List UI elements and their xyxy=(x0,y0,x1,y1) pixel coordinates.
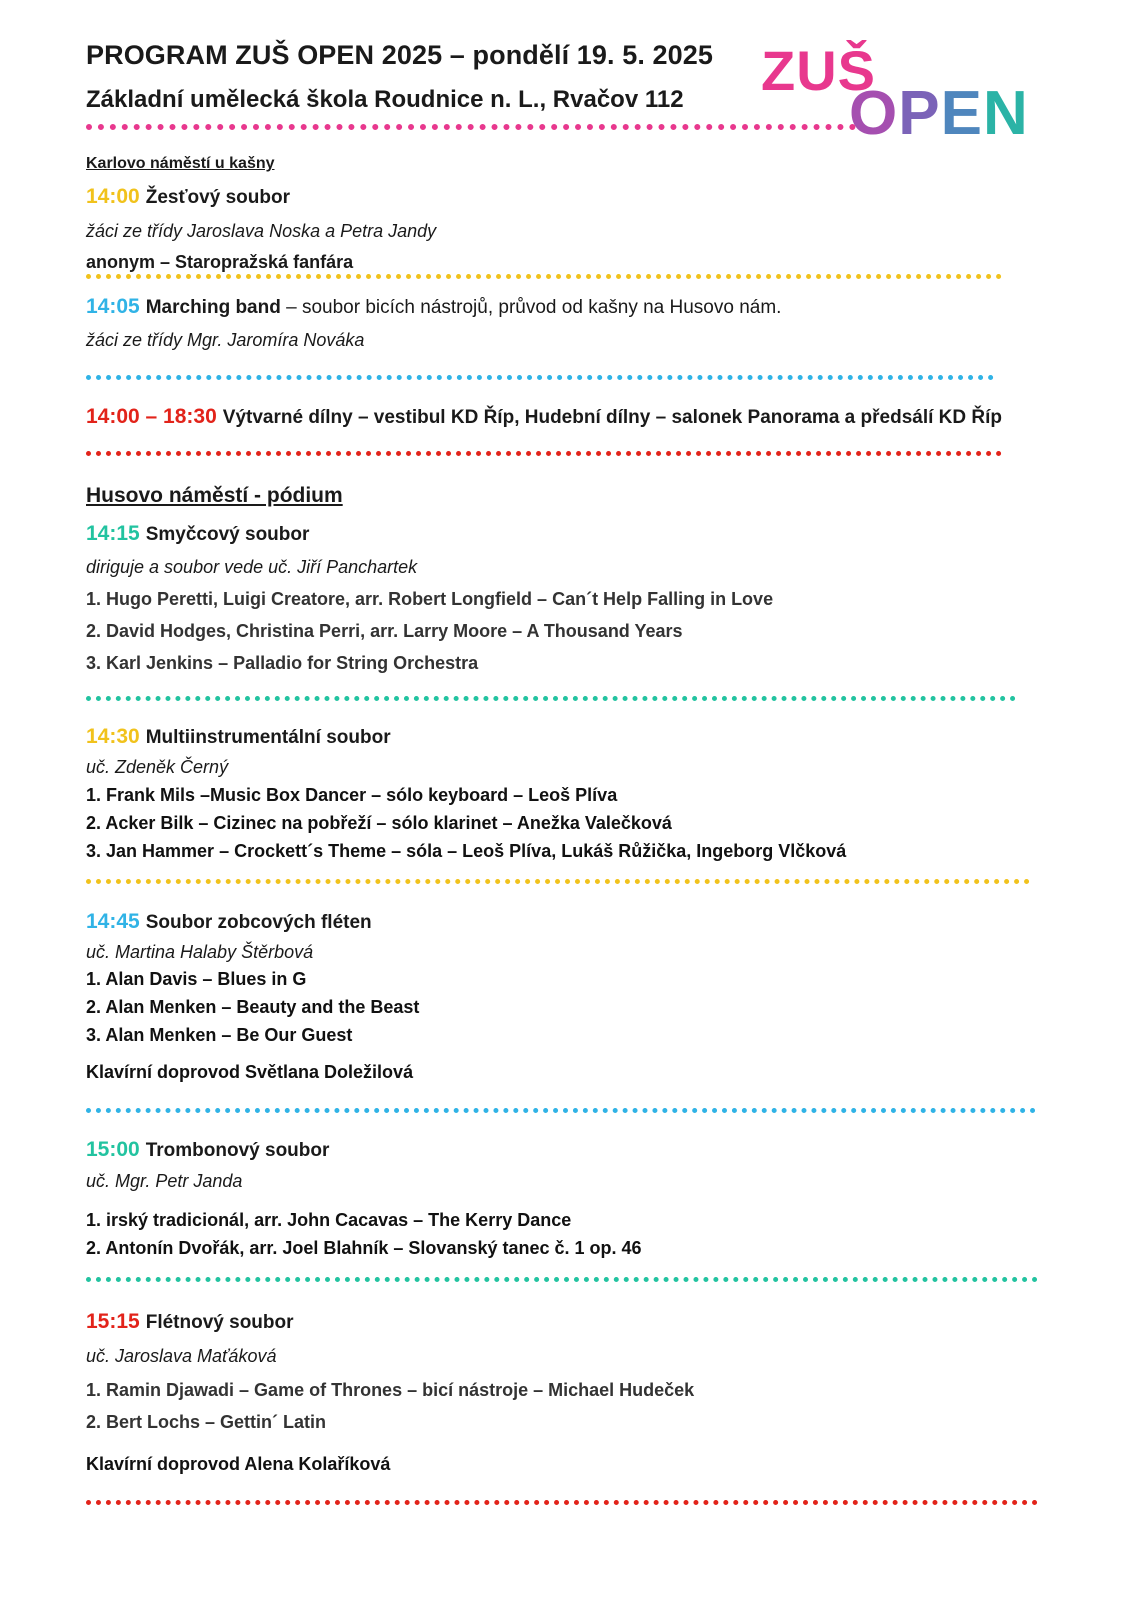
event-zestovy xyxy=(86,185,290,209)
divider-yellow xyxy=(86,879,1030,884)
event-time: 14:15 xyxy=(86,522,140,545)
page-title: PROGRAM ZUŠ OPEN 2025 – pondělí 19. 5. 2025 xyxy=(86,40,714,70)
event-teachers: žáci ze třídy Jaroslava Noska a Petra Jandy xyxy=(86,221,437,241)
divider-green xyxy=(86,1277,1038,1282)
divider-blue xyxy=(86,1108,1036,1113)
program-item: 1. irský tradicionál, arr. John Cacavas – The Kerry Dance xyxy=(86,1210,572,1230)
event-teacher: uč. Zdeněk Černý xyxy=(86,757,229,777)
event-name: Soubor zobcových fléten xyxy=(145,912,372,933)
event-fletnovy xyxy=(86,1310,294,1334)
event-smyccovy xyxy=(86,522,309,546)
event-teacher: uč. Martina Halaby Štěrbová xyxy=(86,942,314,962)
divider-blue xyxy=(86,375,994,380)
event-trombon xyxy=(86,1138,329,1162)
divider-red xyxy=(86,451,1002,456)
program-item: 3. Alan Menken – Be Our Guest xyxy=(86,1025,353,1045)
event-marching-band xyxy=(86,295,781,319)
program-item: 2. Antonín Dvořák, arr. Joel Blahník – Slovanský tanec č. 1 op. 46 xyxy=(86,1238,642,1258)
program-item: 1. Frank Mils –Music Box Dancer – sólo keyboard – Leoš Plíva xyxy=(86,785,618,805)
event-teacher: diriguje a soubor vede uč. Jiří Panchartek xyxy=(86,557,418,577)
program-item: 2. Bert Lochs – Gettin´ Latin xyxy=(86,1412,327,1432)
event-name: Smyčcový soubor xyxy=(145,524,310,545)
program-item: 3. Karl Jenkins – Palladio for String Orchestra xyxy=(86,653,479,673)
event-desc: Výtvarné dílny – vestibul KD Říp, Hudební dílny – salonek Panorama a předsálí KD Říp xyxy=(222,407,1002,428)
logo-text-zus: ZUŠ xyxy=(761,39,876,102)
event-time: 14:05 xyxy=(86,295,140,318)
event-name: Multiinstrumentální soubor xyxy=(145,727,391,748)
event-time: 14:00 xyxy=(86,185,140,208)
program-item: 1. Alan Davis – Blues in G xyxy=(86,969,307,989)
event-name: Žesťový soubor xyxy=(145,187,290,208)
divider-yellow xyxy=(86,274,1002,279)
event-fleten xyxy=(86,910,372,934)
event-dilny xyxy=(86,405,1002,429)
event-time: 15:00 xyxy=(86,1138,140,1161)
program-item: 2. Alan Menken – Beauty and the Beast xyxy=(86,997,420,1017)
program-item: 3. Jan Hammer – Crockett´s Theme – sóla – Leoš Plíva, Lukáš Růžička, Ingeborg Vlčková xyxy=(86,841,847,861)
program-item: 1. Hugo Peretti, Luigi Creatore, arr. Robert Longfield – Can´t Help Falling in Love xyxy=(86,589,774,609)
event-time: 14:00 – 18:30 xyxy=(86,405,217,428)
event-time: 14:30 xyxy=(86,725,140,748)
program-item: 2. Acker Bilk – Cizinec na pobřeží – sólo klarinet – Anežka Valečková xyxy=(86,813,672,833)
accompaniment: Klavírní doprovod Alena Kolaříková xyxy=(86,1454,391,1474)
event-desc: – soubor bicích nástrojů, průvod od kašny na Husovo nám. xyxy=(280,297,782,318)
event-piece: anonym – Staropražská fanfára xyxy=(86,252,354,272)
location-husovo: Husovo náměstí - pódium xyxy=(86,484,343,507)
divider-green xyxy=(86,696,1016,701)
location-karlovo: Karlovo náměstí u kašny xyxy=(86,155,275,172)
accompaniment: Klavírní doprovod Světlana Doležilová xyxy=(86,1062,414,1082)
school-subtitle: Základní umělecká škola Roudnice n. L., Rvačov 112 xyxy=(86,86,684,113)
event-name: Trombonový soubor xyxy=(145,1140,330,1161)
event-time: 14:45 xyxy=(86,910,140,933)
event-teacher: uč. Jaroslava Maťáková xyxy=(86,1346,277,1366)
event-teachers: žáci ze třídy Mgr. Jaromíra Nováka xyxy=(86,330,365,350)
logo-text-open: OPEN xyxy=(849,79,1029,148)
event-name: Flétnový soubor xyxy=(145,1312,294,1333)
divider-red xyxy=(86,1500,1038,1505)
event-multi xyxy=(86,725,391,749)
program-item: 2. David Hodges, Christina Perri, arr. Larry Moore – A Thousand Years xyxy=(86,621,683,641)
event-time: 15:15 xyxy=(86,1310,140,1333)
program-item: 1. Ramin Djawadi – Game of Thrones – bicí nástroje – Michael Hudeček xyxy=(86,1380,695,1400)
event-name: Marching band xyxy=(145,297,281,318)
event-teacher: uč. Mgr. Petr Janda xyxy=(86,1171,243,1191)
divider-pink xyxy=(86,124,856,130)
